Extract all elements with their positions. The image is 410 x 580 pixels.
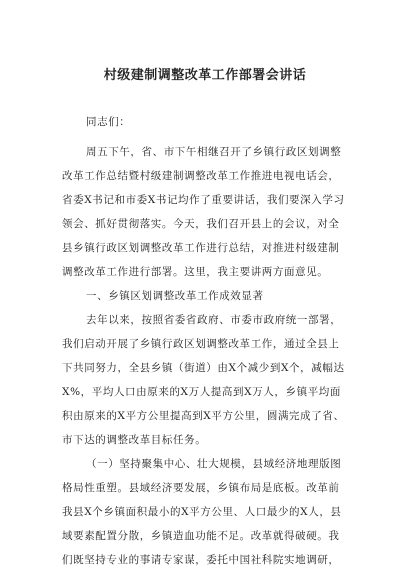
paragraph-line: 省委X书记和市委X书记均作了重要讲话，我们要深入学习 xyxy=(62,194,345,206)
paragraph-line: 周五下午，省、市下午相继召开了乡镇行政区划调整 xyxy=(86,146,342,158)
paragraph-line: 县乡镇行政区划调整改革工作进行总结，对推进村级建制 xyxy=(62,242,340,254)
paragraph-line: 改革工作总结暨村级建制调整改革工作推进电视电话会， xyxy=(62,170,340,182)
salutation: 同志们： xyxy=(86,116,131,128)
paragraph-line: 去年以来，按照省委省政府、市委市政府统一部署， xyxy=(86,314,342,326)
paragraph-line: 们既坚持专业的事请专家谋，委托中国社科院实地调研， xyxy=(62,554,340,566)
paragraph-line: 格局性重塑。县域经济要发展，乡镇布局是底板。改革前 xyxy=(62,482,340,494)
document-title: 村级建制调整改革工作部署会讲话 xyxy=(103,68,307,83)
paragraph-line: 我们启动开展了乡镇行政区划调整改革工作，通过全县上 xyxy=(62,338,340,350)
paragraph-line: 下共同努力，全县乡镇（街道）由X个减少到X个，减幅达 xyxy=(62,362,345,374)
paragraph-line: 一、乡镇区划调整改革工作成效显著 xyxy=(86,290,264,302)
paragraph-line: 域要素配置分散，乡镇造血功能不足。改革就得破硬。我 xyxy=(62,530,340,542)
paragraph-line: X%，平均人口由原来的X万人提高到X万人，乡镇平均面 xyxy=(62,386,342,398)
paragraph-line: （一）坚持聚集中心、壮大规模，县域经济地理版图 xyxy=(86,458,342,470)
paragraph-line: 积由原来的X平方公里提高到X平方公里，圆满完成了省、 xyxy=(62,410,345,422)
paragraph-line: 领会、抓好贯彻落实。今天，我们召开县上的会议，对全 xyxy=(62,218,340,230)
paragraph-line: 市下达的调整改革目标任务。 xyxy=(62,434,207,446)
paragraph-line: 调整改革工作进行部署。这里，我主要讲两方面意见。 xyxy=(62,266,329,278)
document-body xyxy=(62,110,362,572)
paragraph-line: 我县X个乡镇面积最小的X平方公里、人口最少的X人，县 xyxy=(62,506,342,518)
